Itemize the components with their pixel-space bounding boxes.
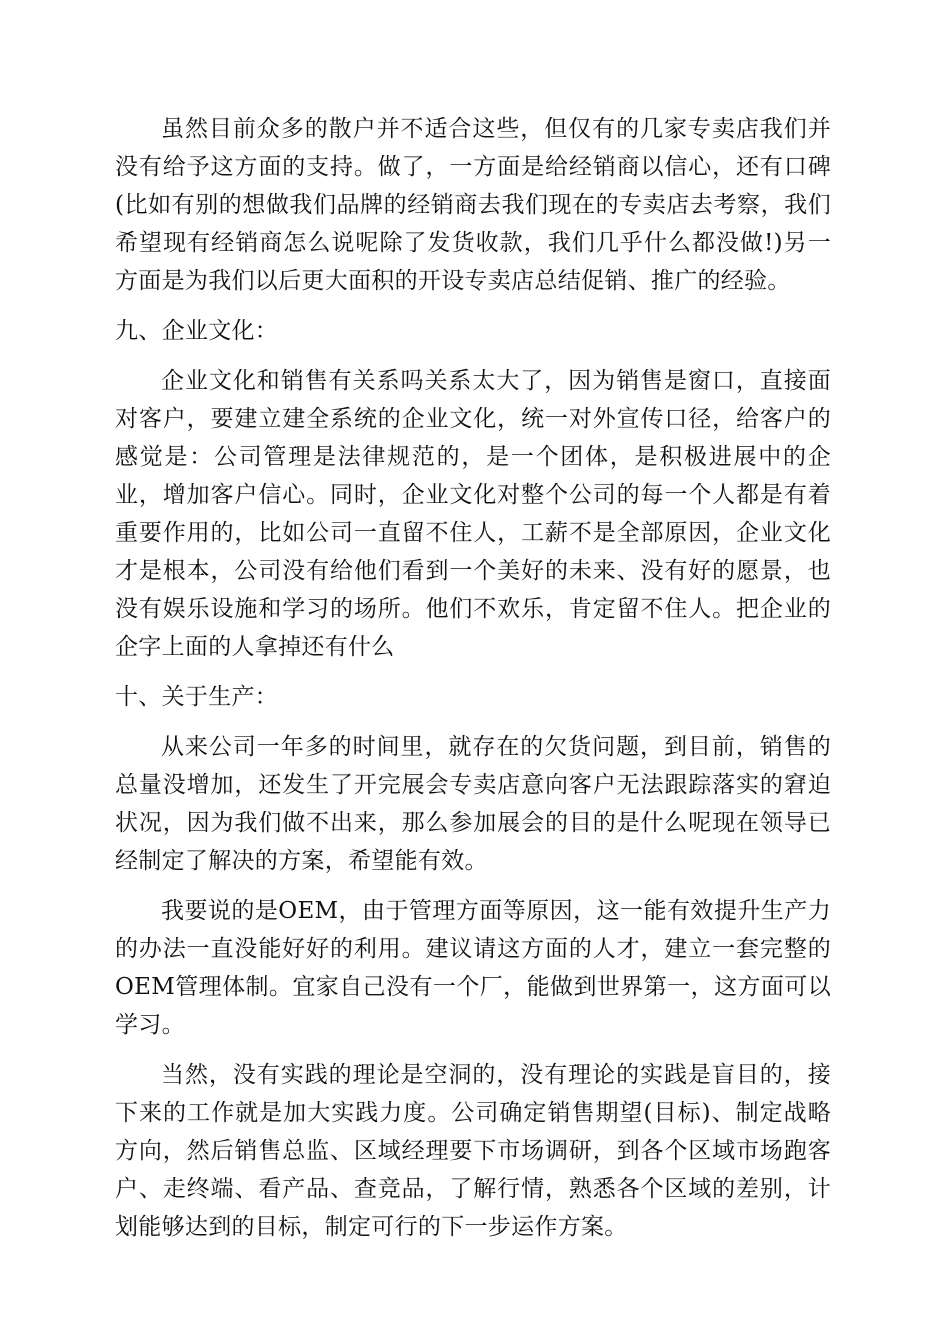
section-heading-corporate-culture: 九、企业文化： — [115, 318, 279, 344]
paragraph-oem: 我要说的是OEM，由于管理方面等原因，这一能有效提升生产力的办法一直没能好好的利用。建议请这方面的人才，建立一套完整的OEM管理体制。宜家自己没有一个厂，能做到世界第一，这方面可以学习。 — [115, 898, 831, 1038]
paragraph-specialty-store-support: 虽然目前众多的散户并不适合这些，但仅有的几家专卖店我们并没有给予这方面的支持。做了，一方面是给经销商以信心，还有口碑(比如有别的想做我们品牌的经销商去我们现在的专卖店去考察，我们希望现有经销商怎么说呢除了发货收款，我们几乎什么都没做!)另一方面是为我们以后更大面积的开设专卖店总结促销、推广的经验。 — [115, 116, 831, 294]
paragraph-corporate-culture: 企业文化和销售有关系吗关系太大了，因为销售是窗口，直接面对客户，要建立建全系统的企业文化，统一对外宣传口径，给客户的感觉是：公司管理是法律规范的，是一个团体，是积极进展中的企业，增加客户信心。同时，企业文化对整个公司的每一个人都是有着重要作用的，比如公司一直留不住人，工薪不是全部原因，企业文化才是根本，公司没有给他们看到一个美好的未来、没有好的愿景，也没有娱乐设施和学习的场所。他们不欢乐，肯定留不住人。把企业的企字上面的人拿掉还有什么 — [115, 368, 831, 660]
paragraph-practice: 当然，没有实践的理论是空洞的，没有理论的实践是盲目的，接下来的工作就是加大实践力度。公司确定销售期望(目标)、制定战略方向，然后销售总监、区域经理要下市场调研，到各个区域市场跑客户、走终端、看产品、查竞品，了解行情，熟悉各个区域的差别，计划能够达到的目标，制定可行的下一步运作方案。 — [115, 1062, 831, 1240]
document-body — [115, 110, 831, 1246]
paragraph-production-shortage: 从来公司一年多的时间里，就存在的欠货问题，到目前，销售的总量没增加，还发生了开完展会专卖店意向客户无法跟踪落实的窘迫状况，因为我们做不出来，那么参加展会的目的是什么呢现在领导已经制定了解决的方案，希望能有效。 — [115, 734, 831, 874]
section-heading-production: 十、关于生产： — [115, 684, 279, 710]
